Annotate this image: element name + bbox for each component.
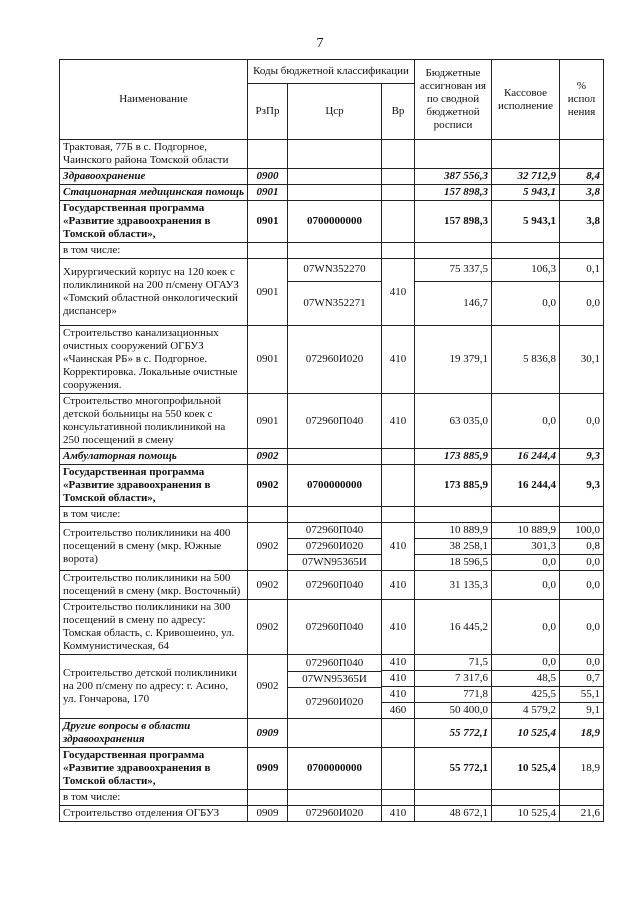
- row-name: Строительство отделения ОГБУЗ: [60, 806, 248, 822]
- row-assign: 55 772,1: [415, 719, 492, 748]
- row-cash: 4 579,2: [523, 704, 556, 716]
- row-rzpr: 0901: [248, 185, 288, 201]
- table-header: [60, 60, 604, 140]
- header-codes: Коды бюджетной классификации: [248, 60, 415, 84]
- table-row: [60, 655, 604, 719]
- row-pct: 8,4: [560, 169, 604, 185]
- row-cash: 5 943,1: [492, 201, 560, 243]
- row-rzpr: 0902: [248, 571, 288, 600]
- table-row: [60, 523, 604, 571]
- table-row: [60, 326, 604, 394]
- row-name: Строительство многопрофильной детской больницы на 550 коек с консультативной поликлиникой на 250 посещений в смену: [60, 394, 248, 449]
- row-name: Государственная программа «Развитие здравоохранения в Томской области»,: [60, 748, 248, 790]
- row-cash: 0,0: [492, 394, 560, 449]
- header-csr: Цср: [288, 84, 382, 140]
- row-csr: 07WN95365И: [288, 671, 381, 687]
- table-row: [60, 140, 604, 169]
- row-pct: 0,0: [560, 600, 604, 655]
- row-vr: 410: [382, 687, 414, 703]
- page-number: 7: [316, 36, 324, 51]
- row-cash: 10 525,4: [492, 806, 560, 822]
- row-rzpr: 0902: [248, 655, 288, 719]
- row-csr: 072960П040: [288, 523, 381, 539]
- row-rzpr: 0902: [248, 523, 288, 571]
- row-csr: 072960И020: [288, 326, 382, 394]
- row-vr: 410: [382, 259, 415, 326]
- row-name: Здравоохранение: [60, 169, 248, 185]
- row-rzpr: 0901: [248, 259, 288, 326]
- row-name: Государственная программа «Развитие здравоохранения в Томской области»,: [60, 201, 248, 243]
- row-assign: 18 596,5: [449, 556, 488, 568]
- row-name: Строительство поликлиники на 300 посещений в смену по адресу: Томская область, с. Кривошеино, ул. Коммунистическая, 64: [60, 600, 248, 655]
- row-cash: 0,0: [542, 296, 556, 309]
- row-assign: 173 885,9: [415, 449, 492, 465]
- header-cash-execution: Кассовое исполнение: [492, 60, 560, 140]
- row-rzpr: 0902: [248, 600, 288, 655]
- row-assign: 71,5: [415, 655, 491, 671]
- row-assign: 387 556,3: [415, 169, 492, 185]
- table-row: [60, 169, 604, 185]
- row-assign: 55 772,1: [415, 748, 492, 790]
- row-vr: 410: [382, 326, 415, 394]
- row-pct: 55,1: [560, 687, 603, 703]
- row-name: Стационарная медицинская помощь: [60, 185, 248, 201]
- row-vr: 410: [382, 571, 415, 600]
- row-rzpr: 0901: [248, 201, 288, 243]
- row-rzpr: 0901: [248, 326, 288, 394]
- row-csr: 072960И020: [288, 539, 381, 555]
- row-csr: 072960П040: [288, 571, 382, 600]
- budget-table: [59, 59, 604, 822]
- row-csr: 0700000000: [288, 465, 382, 507]
- row-csr: 07WN95365И: [302, 556, 367, 568]
- row-pct: 30,1: [560, 326, 604, 394]
- row-rzpr: 0902: [248, 465, 288, 507]
- table-row: [60, 185, 604, 201]
- row-cash: 0,0: [492, 600, 560, 655]
- row-pct: 0,0: [586, 296, 600, 309]
- header-name: Наименование: [60, 60, 248, 140]
- row-pct: 21,6: [560, 806, 604, 822]
- row-csr: 072960П040: [288, 394, 382, 449]
- row-pct: 18,9: [560, 748, 604, 790]
- row-assign: 146,7: [463, 296, 488, 309]
- row-assign: 173 885,9: [415, 465, 492, 507]
- row-pct: 18,9: [560, 719, 604, 748]
- row-vr: 410: [382, 671, 414, 687]
- table-row: [60, 449, 604, 465]
- row-name: в том числе:: [60, 790, 248, 806]
- row-name: Строительство канализационных очистных сооружений ОГБУЗ «Чаинская РБ» в с. Подгорное. Корректировка. Локальные очистные сооружения.: [60, 326, 248, 394]
- row-cash: 10 889,9: [492, 523, 559, 539]
- row-pct: 0,7: [560, 671, 603, 687]
- row-cash: 0,0: [542, 556, 556, 568]
- table-row: [60, 507, 604, 523]
- row-assign: 10 889,9: [415, 523, 491, 539]
- row-cash: 106,3: [492, 259, 559, 281]
- row-vr: 410: [382, 394, 415, 449]
- row-assign: 157 898,3: [415, 185, 492, 201]
- row-pct: 3,8: [560, 201, 604, 243]
- table-row: [60, 748, 604, 790]
- row-assign: 7 317,6: [415, 671, 491, 687]
- row-assign: 157 898,3: [415, 201, 492, 243]
- row-csr: 072960П040: [288, 656, 381, 672]
- row-csr: 072960И020: [288, 806, 382, 822]
- row-cash: 0,0: [492, 655, 559, 671]
- row-pct: 0,1: [560, 259, 603, 281]
- row-vr: 410: [382, 523, 415, 571]
- table-row: [60, 201, 604, 243]
- row-pct: 9,1: [586, 704, 600, 716]
- row-name: Трактовая, 77Б в с. Подгорное, Чаинского района Томской области: [60, 140, 248, 169]
- row-csr: 07WN352271: [303, 296, 366, 309]
- table-row: [60, 259, 604, 326]
- row-pct: 0,0: [560, 655, 603, 671]
- row-vr: 460: [389, 704, 407, 716]
- row-assign: 50 400,0: [449, 704, 488, 716]
- row-csr: 0700000000: [288, 201, 382, 243]
- row-pct: 0,8: [560, 539, 603, 555]
- row-name: Амбулаторная помощь: [60, 449, 248, 465]
- row-rzpr: 0909: [248, 748, 288, 790]
- table-row: [60, 600, 604, 655]
- table-row: [60, 790, 604, 806]
- row-vr: 410: [382, 600, 415, 655]
- header-rzpr: РзПр: [248, 84, 288, 140]
- row-cash: 32 712,9: [492, 169, 560, 185]
- row-vr: 410: [382, 655, 414, 671]
- row-vr: 410: [382, 806, 415, 822]
- row-assign: 75 337,5: [415, 259, 491, 281]
- row-pct: 9,3: [560, 449, 604, 465]
- row-cash: 10 525,4: [492, 748, 560, 790]
- row-name: Другие вопросы в области здравоохранения: [60, 719, 248, 748]
- row-assign: 38 258,1: [415, 539, 491, 555]
- row-cash: 16 244,4: [492, 449, 560, 465]
- table-row: [60, 571, 604, 600]
- row-cash: 16 244,4: [492, 465, 560, 507]
- row-cash: 425,5: [492, 687, 559, 703]
- row-pct: 3,8: [560, 185, 604, 201]
- row-pct: 9,3: [560, 465, 604, 507]
- row-cash: 10 525,4: [492, 719, 560, 748]
- row-name: в том числе:: [60, 243, 248, 259]
- row-name: Хирургический корпус на 120 коек с поликлиникой на 200 п/смену ОГАУЗ «Томский областной онкологический диспансер»: [60, 259, 248, 326]
- row-rzpr: 0900: [248, 169, 288, 185]
- row-assign: 19 379,1: [415, 326, 492, 394]
- row-name: Государственная программа «Развитие здравоохранения в Томской области»,: [60, 465, 248, 507]
- row-name: в том числе:: [60, 507, 248, 523]
- row-cash: 0,0: [492, 571, 560, 600]
- row-rzpr: 0901: [248, 394, 288, 449]
- row-rzpr: 0909: [248, 719, 288, 748]
- header-assignments: Бюджетные ассигнован ия по сводной бюджетной росписи: [415, 60, 492, 140]
- row-assign: 31 135,3: [415, 571, 492, 600]
- row-cash: 5 943,1: [492, 185, 560, 201]
- table-row: [60, 394, 604, 449]
- header-percent: % испол нения: [560, 60, 604, 140]
- row-assign: 63 035,0: [415, 394, 492, 449]
- header-vr: Вр: [382, 84, 415, 140]
- row-name: Строительство детской поликлиники на 200 п/смену по адресу: г. Асино, ул. Гончарова, 170: [60, 655, 248, 719]
- row-pct: 0,0: [560, 394, 604, 449]
- row-name: Строительство поликлиники на 500 посещений в смену (мкр. Восточный): [60, 571, 248, 600]
- row-csr: 072960И020: [305, 696, 364, 708]
- row-assign: 48 672,1: [415, 806, 492, 822]
- row-csr: 072960П040: [288, 600, 382, 655]
- row-cash: 301,3: [492, 539, 559, 555]
- row-pct: 0,0: [586, 556, 600, 568]
- table-row: [60, 465, 604, 507]
- row-assign: 771,8: [415, 687, 491, 703]
- table-row: [60, 806, 604, 822]
- row-cash: 48,5: [492, 671, 559, 687]
- row-csr: 0700000000: [288, 748, 382, 790]
- table-row: [60, 719, 604, 748]
- row-csr: 07WN352270: [288, 259, 381, 281]
- row-cash: 5 836,8: [492, 326, 560, 394]
- row-assign: 16 445,2: [415, 600, 492, 655]
- row-rzpr: 0909: [248, 806, 288, 822]
- table-row: [60, 243, 604, 259]
- row-name: Строительство поликлиники на 400 посещений в смену (мкр. Южные ворота): [60, 523, 248, 571]
- row-pct: 100,0: [560, 523, 603, 539]
- row-pct: 0,0: [560, 571, 604, 600]
- row-rzpr: 0902: [248, 449, 288, 465]
